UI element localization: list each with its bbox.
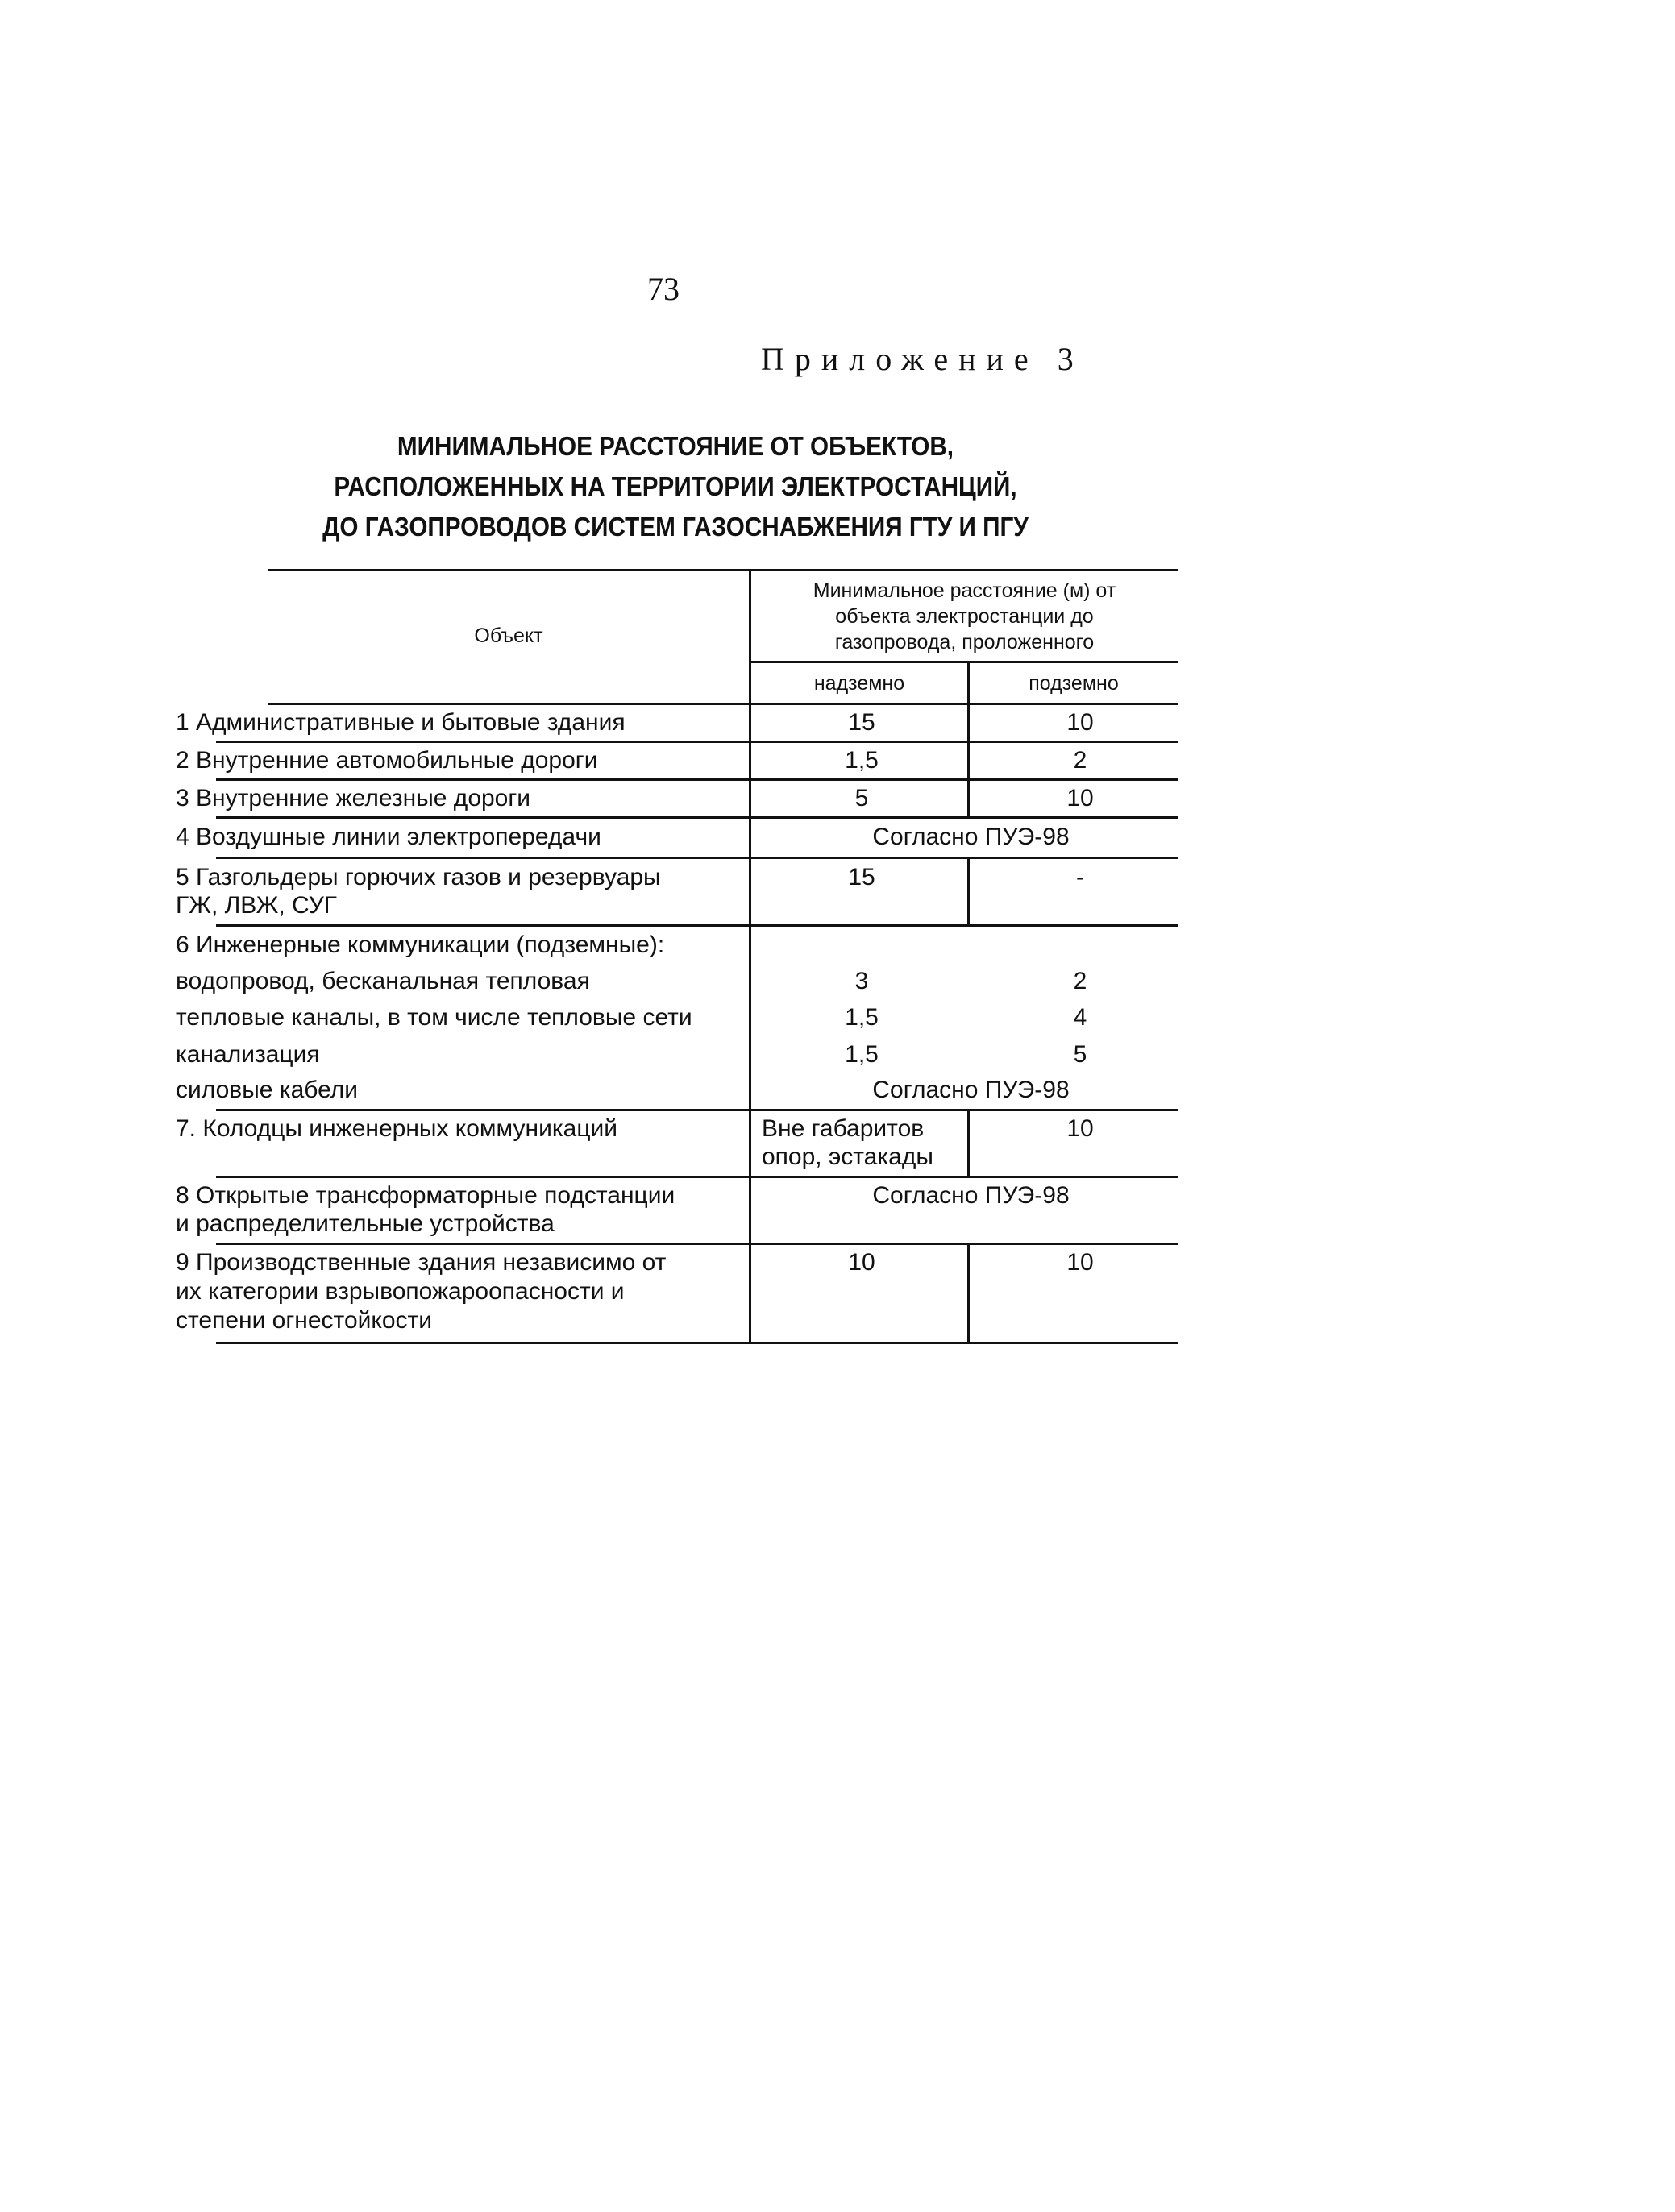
row-6-sub-3-below: 5 xyxy=(1073,1041,1087,1068)
subcolumn-divider xyxy=(967,1109,970,1176)
row-8-label-line-1: 8 Открытые трансформаторные подстанции xyxy=(176,1182,675,1209)
table-bottom-rule xyxy=(216,1342,1178,1344)
row-4-merged: Согласно ПУЭ-98 xyxy=(872,824,1070,850)
row-5-label-line-1: 5 Газгольдеры горючих газов и резервуары xyxy=(176,864,661,890)
row-6-sub-4-label: силовые кабели xyxy=(176,1077,359,1103)
header-distance-line-2: объекта электростанции до xyxy=(835,605,1094,628)
table-top-rule xyxy=(268,569,1178,571)
title-line-2: РАСПОЛОЖЕННЫХ НА ТЕРРИТОРИИ ЭЛЕКТРОСТАНЦИЙ, xyxy=(334,471,1017,501)
title-line-1: МИНИМАЛЬНОЕ РАССТОЯНИЕ ОТ ОБЪЕКТОВ, xyxy=(397,431,954,461)
row-5-label-line-2: ГЖ, ЛВЖ, СУГ xyxy=(176,892,337,919)
row-7-above-line-1: Вне габаритов xyxy=(762,1115,925,1142)
subcolumn-divider xyxy=(967,857,970,924)
row-6-sub-1-label: водопровод, бесканальная тепловая xyxy=(176,968,590,994)
row-6-sub-1-above: 3 xyxy=(854,968,869,994)
row-rule xyxy=(216,1243,1178,1245)
row-6-sub-2-above: 1,5 xyxy=(845,1004,879,1031)
appendix-label: Приложение 3 xyxy=(761,341,1084,377)
row-3-above: 5 xyxy=(854,785,869,811)
row-rule xyxy=(216,741,1178,743)
row-1-below: 10 xyxy=(1066,709,1094,736)
row-6-sub-4-merged: Согласно ПУЭ-98 xyxy=(872,1077,1070,1103)
row-6-sub-3-label: канализация xyxy=(176,1041,320,1068)
row-7-below: 10 xyxy=(1066,1115,1094,1142)
title-line-3: ДО ГАЗОПРОВОДОВ СИСТЕМ ГАЗОСНАБЖЕНИЯ ГТУ И ПГУ xyxy=(322,512,1029,542)
row-7-above-line-2: опор, эстакады xyxy=(762,1143,933,1170)
row-2-below: 2 xyxy=(1073,747,1087,774)
row-6-sub-2-below: 4 xyxy=(1073,1004,1087,1031)
row-3-label: 3 Внутренние железные дороги xyxy=(176,785,531,811)
row-7-label: 7. Колодцы инженерных коммуникаций xyxy=(176,1115,618,1142)
row-6-sub-3-above: 1,5 xyxy=(845,1041,879,1068)
header-bottom-rule xyxy=(268,703,1178,705)
row-5-above: 15 xyxy=(848,864,875,890)
row-5-below: - xyxy=(1076,864,1084,890)
header-above-ground: надземно xyxy=(813,672,905,695)
row-9-below: 10 xyxy=(1066,1249,1094,1276)
row-rule xyxy=(216,778,1178,781)
row-rule xyxy=(216,1109,1178,1111)
header-object: Объект xyxy=(474,625,543,647)
row-rule xyxy=(216,924,1178,927)
subcolumn-divider xyxy=(967,1243,970,1344)
row-8-label-line-2: и распределительные устройства xyxy=(176,1210,555,1237)
row-9-label-line-3: степени огнестойкости xyxy=(176,1307,433,1334)
row-4-label: 4 Воздушные линии электропередачи xyxy=(176,824,601,850)
row-1-label: 1 Административные и бытовые здания xyxy=(176,709,626,736)
row-2-label: 2 Внутренние автомобильные дороги xyxy=(176,747,598,774)
row-6-sub-2-label: тепловые каналы, в том числе тепловые сети xyxy=(176,1004,692,1031)
row-1-above: 15 xyxy=(848,709,875,736)
row-rule xyxy=(216,857,1178,859)
page-number: 73 xyxy=(647,271,680,307)
header-underground: подземно xyxy=(1029,672,1119,695)
row-8-merged: Согласно ПУЭ-98 xyxy=(872,1182,1070,1209)
row-9-label-line-1: 9 Производственные здания независимо от xyxy=(176,1249,667,1276)
row-2-above: 1,5 xyxy=(845,747,879,774)
row-rule xyxy=(216,1176,1178,1178)
row-3-below: 10 xyxy=(1066,785,1094,811)
row-6-label: 6 Инженерные коммуникации (подземные): xyxy=(176,932,665,958)
header-distance-line-1: Минимальное расстояние (м) от xyxy=(813,579,1116,602)
row-rule xyxy=(216,816,1178,819)
row-9-label-line-2: их категории взрывопожароопасности и xyxy=(176,1278,625,1305)
row-9-above: 10 xyxy=(848,1249,875,1276)
header-distance-line-3: газопровода, проложенного xyxy=(834,631,1095,654)
header-mid-rule xyxy=(750,661,1178,663)
row-6-sub-1-below: 2 xyxy=(1073,968,1087,994)
